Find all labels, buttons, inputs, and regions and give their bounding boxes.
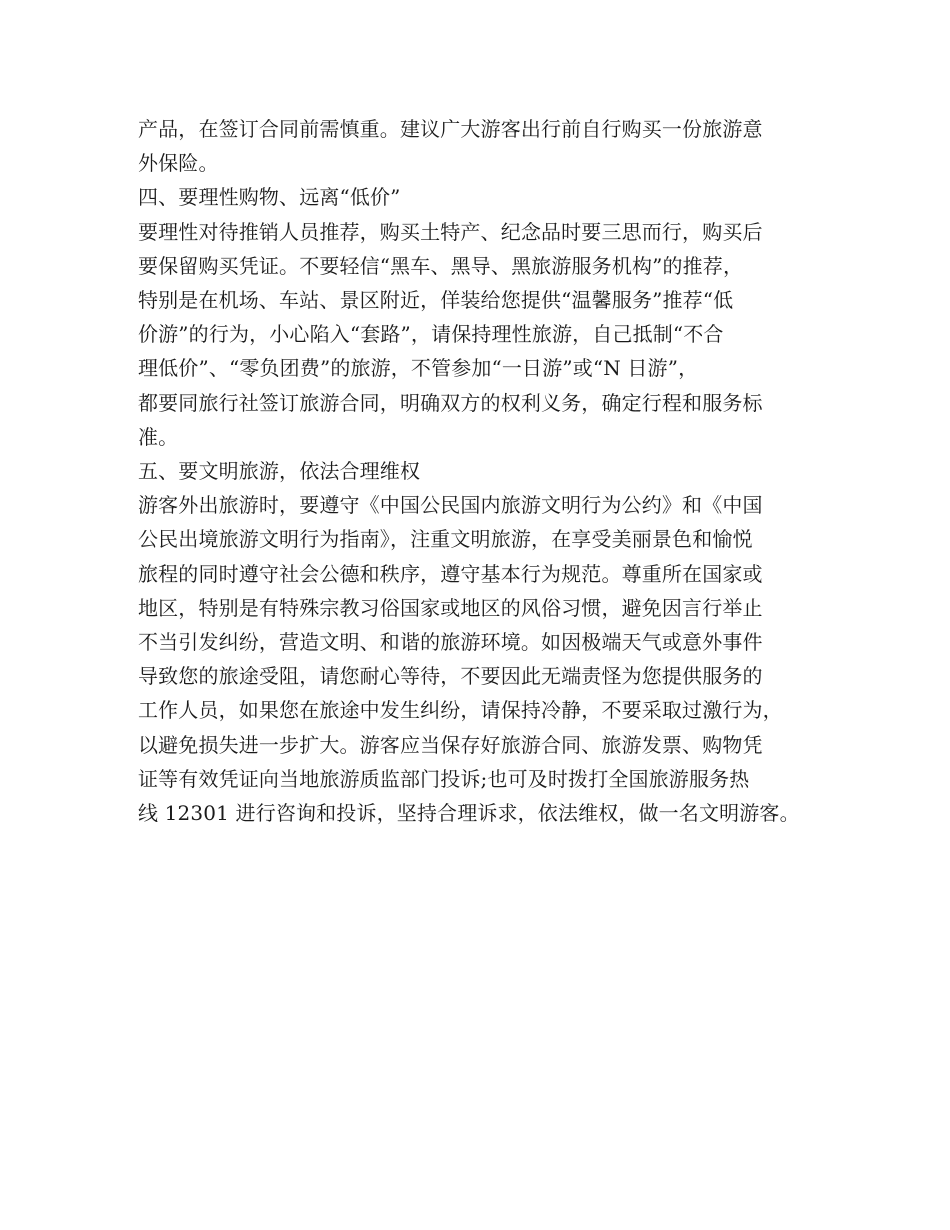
text-line: 价游”的行为，小心陷入“套路”，请保持理性旅游，自己抵制“不合 <box>138 322 724 347</box>
text-line: 以避免损失进一步扩大。游客应当保存好旅游合同、旅游发票、购物凭 <box>138 732 763 757</box>
text-line: 线 12301 进行咨询和投诉，坚持合理诉求，依法维权，做一名文明游客。 <box>138 801 800 826</box>
section-heading: 四、要理性购物、远离“低价” <box>138 185 401 210</box>
text-line: 要理性对待推销人员推荐，购买土特产、纪念品时要三思而行，购买后 <box>138 219 763 244</box>
text-line: 理低价”、“零负团费”的旅游，不管参加“一日游”或“N 日游”， <box>138 356 699 381</box>
text-line: 地区，特别是有特殊宗教习俗国家或地区的风俗习惯，避免因言行举止 <box>138 595 763 620</box>
text-line: 不当引发纠纷，营造文明、和谐的旅游环境。如因极端天气或意外事件 <box>138 630 763 655</box>
text-line: 都要同旅行社签订旅游合同，明确双方的权利义务，确定行程和服务标 <box>138 390 763 415</box>
document-page <box>138 112 818 830</box>
text-line: 导致您的旅途受阻，请您耐心等待，不要因此无端责怪为您提供服务的 <box>138 664 763 689</box>
text-line: 证等有效凭证向当地旅游质监部门投诉;也可及时拨打全国旅游服务热 <box>138 766 750 791</box>
text-line: 产品，在签订合同前需慎重。建议广大游客出行前自行购买一份旅游意 <box>138 117 763 141</box>
text-line: 特别是在机场、车站、景区附近，佯装给您提供“温馨服务”推荐“低 <box>138 288 734 313</box>
text-line: 旅程的同时遵守社会公德和秩序，遵守基本行为规范。尊重所在国家或 <box>138 561 763 586</box>
text-line: 外保险。 <box>138 151 219 176</box>
text-line: 公民出境旅游文明行为指南》，注重文明旅游，在享受美丽景色和愉悦 <box>138 527 753 552</box>
text-line: 要保留购买凭证。不要轻信“黑车、黑导、黑旅游服务机构”的推荐， <box>138 253 744 278</box>
text-line: 工作人员，如果您在旅途中发生纠纷，请保持冷静，不要采取过激行为， <box>138 698 783 723</box>
text-line: 游客外出旅游时，要遵守《中国公民国内旅游文明行为公约》和《中国 <box>138 493 763 518</box>
text-line: 准。 <box>138 424 179 449</box>
section-heading: 五、要文明旅游，依法合理维权 <box>138 459 421 484</box>
